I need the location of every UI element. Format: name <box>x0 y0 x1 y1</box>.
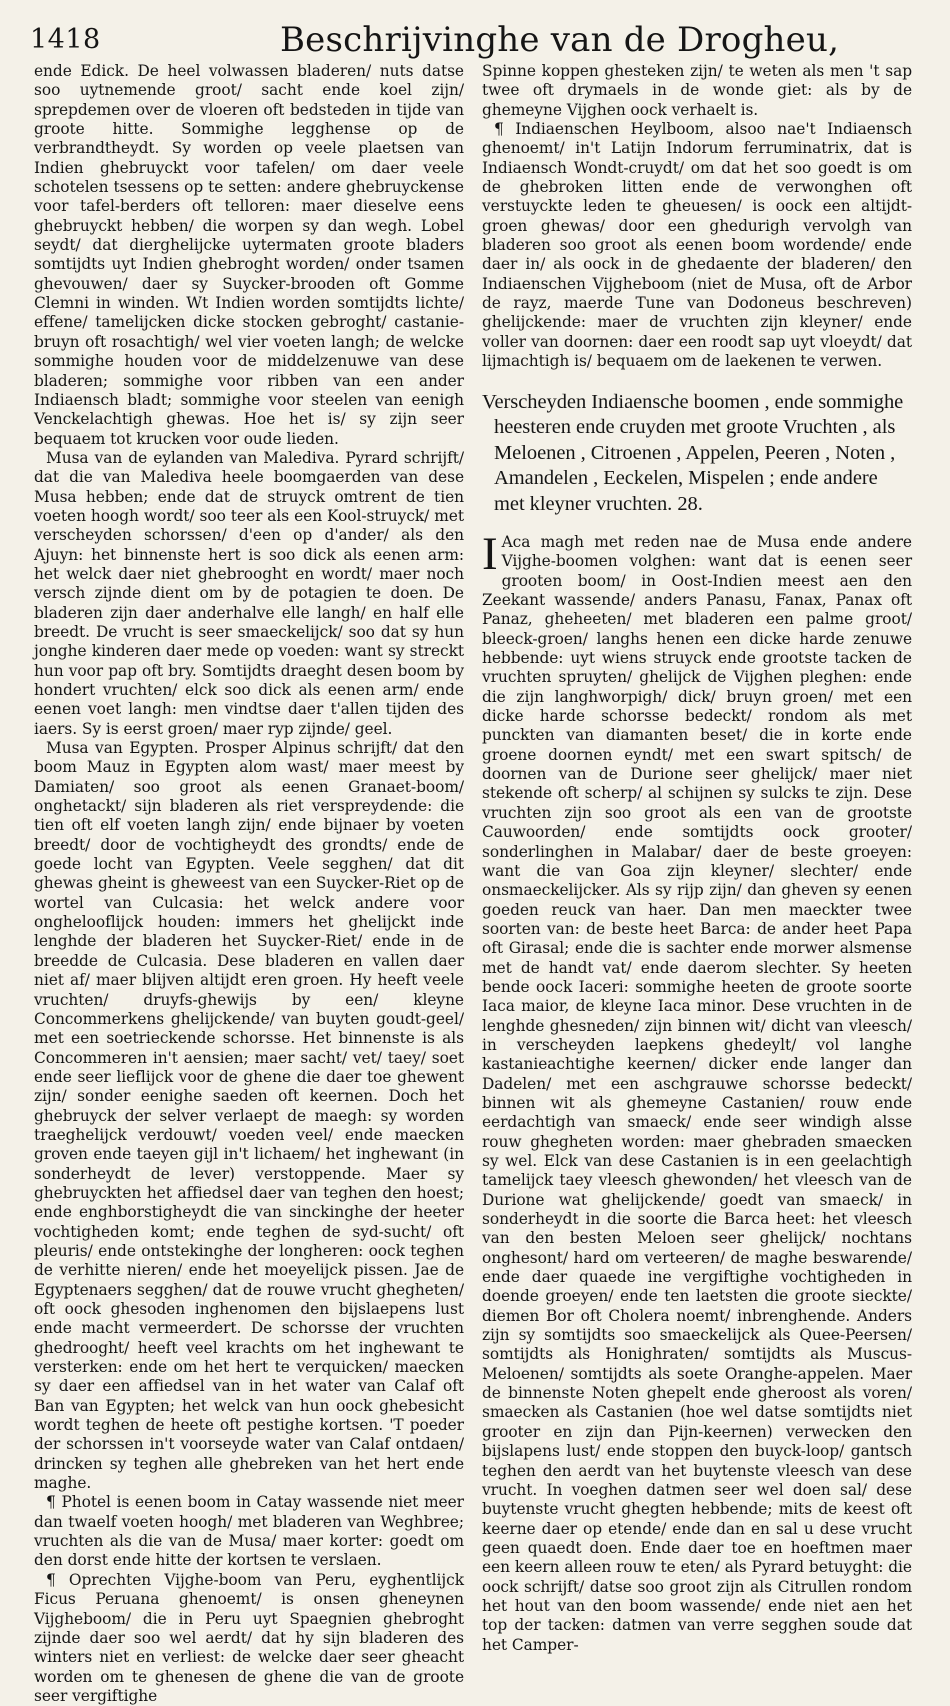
left-paragraph-4: ¶ Photel is eenen boom in Catay wassende niet meer dan twaelf voeten hoogh/ met bladeren van Weghbree; vruchten als die van de Musa/ maer korter: goedt om den dorst ende hitte der kortsen te verslaen. <box>34 1493 464 1570</box>
left-column <box>34 62 464 1705</box>
left-paragraph-3: Musa van Egypten. Prosper Alpinus schrijft/ dat den boom Mauz in Egypten alom wast/ maer meest by Damiaten/ soo groot als eenen Granaet-boom/ onghetackt/ sijn bladeren als riet verspreydende: die tien oft elf voeten langh zijn/ ende bijnaer by voeten breedt/ door de vochtigheydt des grondts/ ende de goede locht van Egypten. Veele segghen/ dat dit ghewas gheint is gheweest van een Suycker-Riet op de wortel van Culcasia: het welck andere voor onghelooflijck houden: immers het ghelijckt inde lenghde der bladeren het Suycker-Riet/ ende in de breedde de Culcasia. Dese bladeren en vallen daer niet af/ maer blijven altijdt eren groen. Hy heeft veele vruchten/ druyfs-ghewijs by een/ kleyne Concommerkens ghelijckende/ van buyten goudt-geel/ met een soetrieckende schorsse. Het binnenste is als Concommeren in't aensien; maer sacht/ vet/ taey/ soet ende seer lieflijck voor de ghene die daer toe ghewent zijn/ sonder eenighe saeden oft keernen. Doch het ghebruyck der selver verlaept de maegh: sy worden traeghelijck verdouwt/ voeden veel/ ende maecken groven ende taeyen gijl in't lichaem/ het inghewant (in sonderheydt de lever) verstoppende. Maer sy ghebruyckten het affiedsel daer van teghen den hoest; ende enghborstigheydt die van sinckinghe der heeter vochtigheden komt; ende teghen de syd-sucht/ oft pleuris/ ende ontstekinghe der longheren: oock teghen de verhitte nieren/ ende het moeyelijck pissen. Jae de Egyptenaers segghen/ dat de rouwe vrucht ghegheten/ oft oock ghesoden inghenomen den bijslaepens lust ende macht vermeerdert. De schorsse der vruchten ghedrooght/ heeft veel krachts om het inghewant te versterken: ende om het hert te verquicken/ maecken sy daer een affiedsel van in het water van Calaf oft Ban van Egypten; het welck van hun oock ghebesicht wordt teghen de heete oft pestighe kortsen. 'T poeder der schorssen in't voorseyde water van Calaf ontdaen/ drincken sy teghen alle ghebreken van het hert ende maghe. <box>34 739 464 1493</box>
left-paragraph-2: Musa van de eylanden van Malediva. Pyrard schrijft/ dat die van Malediva heele boomgaerden van dese Musa hebben; ende dat de struyck omtrent de tien voeten hoogh wordt/ soo teer als een Kool-struyck/ met verscheyden schorssen/ d'een op d'ander/ als den Ajuyn: het binnenste hert is soo dick als eenen arm: het welck daer niet ghebrooght en wordt/ maer noch versch zijnde dient om by de potagien te doen. De bladeren zijn daer anderhalve elle langh/ en half elle breedt. De vrucht is seer smaeckelijck/ soo dat sy hun jonghe kinderen daer mede op voeden: want sy streckt hun voor pap oft bry. Somtijdts draeght desen boom by hondert vruchten/ elck soo dick als eenen arm/ ende eenen voet langh: men vindtse daer t'allen tijden des iaers. Sy is eerst groen/ maer ryp zijnde/ geel. <box>34 448 464 738</box>
page-header <box>30 6 920 60</box>
right-paragraph-2: ¶ Indiaenschen Heylboom, alsoo nae't Indiaensch ghenoemt/ in't Latijn Indorum ferruminatrix, dat is Indiaensch Wondt-cruydt/ om dat het soo goedt is om de ghebroken litten ende de verwonghen oft verstuyckte leden te gheuesen/ is oock een altijdt-groen ghewas/ door een ghedurigh vervolgh van bladeren soo groot als eenen boom wordende/ ende daer in/ als oock in de ghedaente der bladeren/ den Indiaenschen Vijgheboom (niet de Musa, oft de Arbor de rayz, maerde Tune van Dodoneus beschreven) ghelijckende: maer de vruchten zijn kleyner/ ende voller van doornen: daer een roodt sap uyt vloeydt/ dat lijmachtigh is/ bequaem om de laekenen te verwen. <box>482 120 912 371</box>
left-paragraph-1: ende Edick. De heel volwassen bladeren/ nuts datse soo uytnemende groot/ sacht ende koel zijn/ sprepdemen over de vloeren oft bedsteden in tijde van groote hitte. Sommighe legghense op de verbrandtheydt. Sy worden op veele plaetsen van Indien ghebruyckt voor tafelen/ om daer veele schotelen tsessens op te setten: andere ghebruyckense voor tafel-berders oft telloren: maer dieselve eens ghebruyckt hebben/ die worpen sy dan wegh. Lobel seydt/ dat dierghelijcke uytermaten groote bladers somtijdts uyt Indien ghebroght worden/ onder tsamen ghevouwen/ daer sy Suycker-brooden oft Gomme Clemni in winden. Wt Indien worden somtijdts lichte/ effene/ tamelijcken dicke stocken gebroght/ castanie-bruyn oft rosachtigh/ wel vier voeten langh; de welcke sommighe houden voor de middelzenuwe van dese bladeren; sommighe voor ribben van een ander Indiaensch bladt; sommighe voor steelen van eenigh Venckelachtigh ghewas. Hoe het is/ sy zijn seer bequaem tot krucken voor oude lieden. <box>34 62 464 448</box>
right-column <box>482 62 912 1654</box>
drop-cap: I <box>482 528 498 580</box>
right-body-text: Aca magh met reden nae de Musa ende andere Vijghe-boomen volghen: want dat is eenen seer grooten boom/ in Oost-Indien meest aen den Zeekant wassende/ anders Panasu, Fanax, Panax oft Panaz, gheheeten/ met bladeren een palme groot/ bleeck-groen/ langhs henen een dicke harde zenuwe hebbende: uyt wiens struyck ende grootste tacken de vruchten spruyten/ ghelijck de Vijghen pleghen: ende die zijn langhworpigh/ dick/ bruyn groen/ met een dicke harde schorsse bedeckt/ rondom als met punckten van diamanten beset/ die in korte ende groene doornen eyndt/ met een swart spitsch/ de doornen van de Durione seer ghelijck/ maer niet stekende oft scherp/ al schijnen sy sulcks te zijn. Dese vruchten zijn soo groot als een van de grootste Cauwoorden/ ende somtijdts oock grooter/ sonderlinghen in Malabar/ daer de beste groeyen: want die van Goa zijn kleyner/ slechter/ ende onsmaeckelijcker. Als sy rijp zijn/ dan gheven sy eenen goeden reuck van haer. Dan men maeckter twee soorten van: de beste heet Barca: de ander heet Papa oft Girasal; ende die is sachter ende morwer alsmense met de handt vat/ ende daerom slechter. Sy heeten bende oock Iaceri: sommighe heeten de groote soorte Iaca maior, de kleyne Iaca minor. Dese vruchten in de lenghde ghesneden/ zijn binnen wit/ dicht van vleesch/ in verscheyden laepkens ghedeylt/ vol langhe kastanieachtighe keernen/ dicker ende langer dan Dadelen/ met een aschgrauwe schorsse bedeckt/ binnen wit als ghemeyne Castanien/ rouw ende eerdachtigh van smaeck/ ende seer windigh alsse rouw ghegheten worden: maer ghebraden smaecken sy wel. Elck van dese Castanien is in een geelachtigh tamelijck taey vleesch ghewonden/ het vleesch van de Durione wat ghelijckende/ goedt van smaeck/ in sonderheydt in die soorte die Barca heet: het vleesch van den besten Meloen seer ghelijck/ nochtans onghesont/ hard om verteeren/ de maghe beswarende/ ende daer quaede ine vergiftighe vochtigheden in doende groeyen/ ende ten laetsten die groote sieckte/ diemen Bor oft Cholera noemt/ inbrenghende. Anders zijn sy somtijdts soo smaeckelijck als Quee-Peersen/ somtijdts als Honighraten/ somtijdts als Muscus-Meloenen/ somtijdts als soete Oranghe-appelen. Maer de binnenste Noten ghepelt ende gheroost als voren/ smaecken als Castanien (hoe wel datse somtijdts niet grooter en zijn dan Pijn-keernen) verwecken den bijslapens lust/ ende stoppen den buyck-loop/ gantsch teghen den aerdt van het buytenste vleesch van dese vrucht. In voeghen datmen seer wel doen sal/ dese buytenste vrucht ghegten hebbende; mits de keest oft keerne daer op etende/ ende dan en sal u dese vrucht geen quaedt doen. Ende daer toe en hoeftmen maer een keern alleen rouw te eten/ als Pyrard betuyght: die oock schrijft/ datse soo groot zijn als Citrullen rondom het hout van den boom wassende/ ende niet aen het top der tacken: datmen van verre segghen soude dat het Camper- <box>482 533 912 1654</box>
section-heading: Verscheyden Indiaensche boomen , ende sommighe heesteren ende cruyden met groote Vruchten , als Meloenen , Citroenen , Appelen, Peeren , Noten , Amandelen , Eeckelen, Mispelen ; ende andere met kleyner vruchten. 28. <box>482 390 904 515</box>
running-title: Beschrijvinghe van de Drogheu, <box>280 20 840 60</box>
right-paragraph-1: Spinne koppen ghesteken zijn/ te weten als men 't sap twee oft drymaels in de wonde giet: als by de ghemeyne Vijghen oock verhaelt is. <box>482 62 912 119</box>
page-number: 1418 <box>30 24 101 55</box>
right-body-paragraph <box>482 528 912 1655</box>
left-paragraph-5: ¶ Oprechten Vijghe-boom van Peru, eyghentlijck Ficus Peruana ghenoemt/ is onsen gheneynen Vijgheboom/ die in Peru uyt Spaegnien ghebroght zijnde daer soo wel aerdt/ dat hy sijn bladeren des winters niet en verliest: de welcke daer seer gheacht worden om te ghenesen de ghene die van de groote seer vergiftighe <box>34 1570 464 1705</box>
